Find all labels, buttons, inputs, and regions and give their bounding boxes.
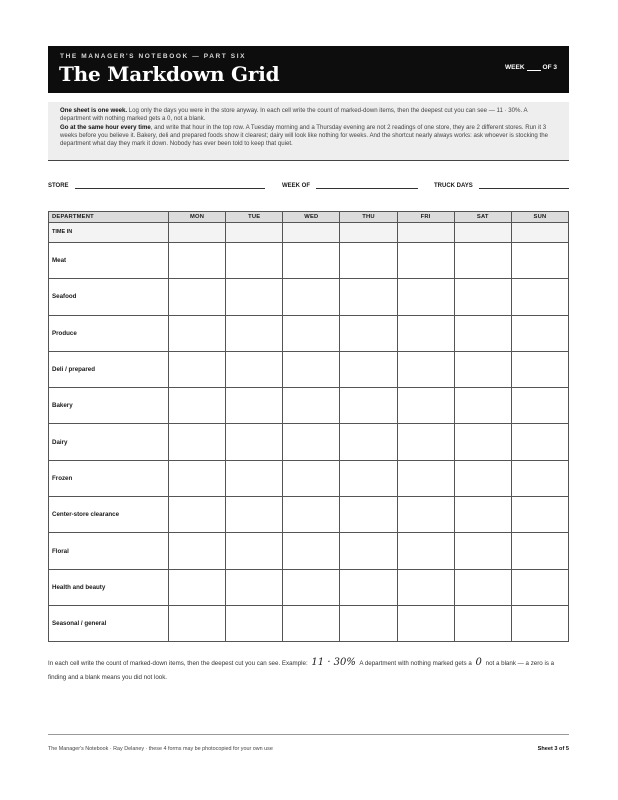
week-of-input-line[interactable] bbox=[316, 181, 418, 189]
entry-cell[interactable] bbox=[397, 460, 454, 496]
entry-cell[interactable] bbox=[454, 351, 511, 387]
example-note bbox=[48, 656, 569, 685]
entry-cell[interactable] bbox=[283, 279, 340, 315]
footer-credit: The Manager's Notebook · Ray Delaney · these 4 forms may be photocopied for your own use bbox=[48, 746, 273, 752]
entry-cell[interactable] bbox=[511, 497, 568, 533]
entry-cell[interactable] bbox=[454, 388, 511, 424]
entry-cell[interactable] bbox=[511, 424, 568, 460]
entry-cell[interactable] bbox=[226, 243, 283, 279]
store-input-line[interactable] bbox=[75, 181, 265, 189]
entry-cell[interactable] bbox=[397, 279, 454, 315]
entry-cell[interactable] bbox=[397, 388, 454, 424]
entry-cell[interactable] bbox=[511, 315, 568, 351]
entry-cell[interactable] bbox=[511, 388, 568, 424]
entry-cell[interactable] bbox=[226, 388, 283, 424]
entry-cell[interactable] bbox=[283, 351, 340, 387]
entry-cell[interactable] bbox=[283, 315, 340, 351]
department-label: Meat bbox=[49, 243, 169, 279]
entry-cell[interactable] bbox=[226, 460, 283, 496]
entry-cell[interactable] bbox=[340, 569, 397, 605]
note-text-1: In each cell write the count of marked-down items, then the deepest cut you can see. Example: bbox=[48, 660, 308, 667]
week-of-field bbox=[282, 181, 418, 189]
entry-cell[interactable] bbox=[397, 605, 454, 641]
truck-days-field bbox=[434, 181, 569, 189]
entry-cell[interactable] bbox=[226, 279, 283, 315]
week-counter bbox=[505, 64, 557, 71]
entry-cell[interactable] bbox=[226, 351, 283, 387]
department-row bbox=[49, 351, 569, 387]
department-label: Frozen bbox=[49, 460, 169, 496]
department-label: Deli / prepared bbox=[49, 351, 169, 387]
department-row bbox=[49, 388, 569, 424]
note-text-3: not a blank — a zero is a finding and a blank means you did not look. bbox=[48, 660, 555, 681]
entry-cell[interactable] bbox=[169, 351, 226, 387]
markdown-grid bbox=[48, 211, 569, 642]
time-in-cell[interactable] bbox=[454, 223, 511, 243]
day-header-wed: WED bbox=[283, 212, 340, 223]
entry-cell[interactable] bbox=[454, 424, 511, 460]
store-field bbox=[48, 181, 265, 189]
entry-cell[interactable] bbox=[511, 243, 568, 279]
week-label: WEEK bbox=[505, 64, 525, 71]
instructions-text-2: , and write that hour in the top row. A Tuesday morning and a Thursday evening are not 2 readings of one store, they are 2 different stores. Run it 3 weeks before you believe it. Bakery, deli and prepared foods show it clearest; dairy will look like nothing for weeks. And the shortcut nearly always works: ask whoever is stocking the department what day they mark it down. Nobody has ever been told to keep that quiet. bbox=[60, 124, 548, 148]
entry-cell[interactable] bbox=[454, 569, 511, 605]
truck-days-label: TRUCK DAYS bbox=[434, 183, 473, 189]
sheet-number: Sheet 3 of 5 bbox=[537, 746, 569, 752]
entry-cell[interactable] bbox=[226, 497, 283, 533]
entry-cell[interactable] bbox=[340, 460, 397, 496]
entry-cell[interactable] bbox=[340, 497, 397, 533]
entry-cell[interactable] bbox=[454, 460, 511, 496]
entry-cell[interactable] bbox=[397, 424, 454, 460]
department-row bbox=[49, 243, 569, 279]
entry-cell[interactable] bbox=[283, 605, 340, 641]
entry-cell[interactable] bbox=[226, 315, 283, 351]
department-row bbox=[49, 315, 569, 351]
department-row bbox=[49, 569, 569, 605]
entry-cell[interactable] bbox=[340, 424, 397, 460]
entry-cell[interactable] bbox=[454, 279, 511, 315]
footer-divider bbox=[48, 734, 569, 735]
truck-days-input-line[interactable] bbox=[479, 181, 569, 189]
entry-cell[interactable] bbox=[169, 569, 226, 605]
entry-cell[interactable] bbox=[340, 533, 397, 569]
entry-cell[interactable] bbox=[397, 351, 454, 387]
department-label: Seasonal / general bbox=[49, 605, 169, 641]
department-label: Dairy bbox=[49, 424, 169, 460]
department-row bbox=[49, 497, 569, 533]
entry-cell[interactable] bbox=[169, 279, 226, 315]
entry-cell[interactable] bbox=[283, 243, 340, 279]
entry-cell[interactable] bbox=[511, 351, 568, 387]
instructions-paragraph-2 bbox=[60, 124, 557, 148]
entry-cell[interactable] bbox=[511, 569, 568, 605]
time-in-cell[interactable] bbox=[511, 223, 568, 243]
entry-cell[interactable] bbox=[340, 279, 397, 315]
day-header-mon: MON bbox=[169, 212, 226, 223]
entry-cell[interactable] bbox=[454, 497, 511, 533]
entry-cell[interactable] bbox=[340, 388, 397, 424]
instructions-lead-1: One sheet is one week. bbox=[60, 107, 128, 114]
time-in-cell[interactable] bbox=[226, 223, 283, 243]
entry-cell[interactable] bbox=[340, 605, 397, 641]
department-label: Produce bbox=[49, 315, 169, 351]
department-row bbox=[49, 424, 569, 460]
time-in-cell[interactable] bbox=[169, 223, 226, 243]
time-in-row bbox=[49, 223, 569, 243]
entry-cell[interactable] bbox=[169, 533, 226, 569]
department-row bbox=[49, 533, 569, 569]
entry-cell[interactable] bbox=[511, 605, 568, 641]
week-of-total: OF 3 bbox=[542, 64, 557, 71]
department-row bbox=[49, 279, 569, 315]
instructions-paragraph-1 bbox=[60, 107, 557, 123]
entry-cell[interactable] bbox=[454, 243, 511, 279]
series-kicker: THE MANAGER'S NOTEBOOK — PART SIX bbox=[60, 53, 247, 60]
grid-header-row bbox=[49, 212, 569, 223]
department-label: Floral bbox=[49, 533, 169, 569]
department-column-header: DEPARTMENT bbox=[49, 212, 169, 223]
time-in-cell[interactable] bbox=[340, 223, 397, 243]
divider bbox=[48, 160, 569, 161]
entry-cell[interactable] bbox=[283, 460, 340, 496]
entry-cell[interactable] bbox=[226, 533, 283, 569]
entry-cell[interactable] bbox=[283, 424, 340, 460]
entry-cell[interactable] bbox=[511, 460, 568, 496]
page-header bbox=[48, 46, 569, 93]
entry-cell[interactable] bbox=[397, 497, 454, 533]
form-fields bbox=[48, 181, 569, 193]
entry-cell[interactable] bbox=[454, 533, 511, 569]
department-row bbox=[49, 460, 569, 496]
entry-cell[interactable] bbox=[511, 533, 568, 569]
entry-cell[interactable] bbox=[340, 351, 397, 387]
entry-cell[interactable] bbox=[340, 315, 397, 351]
entry-cell[interactable] bbox=[169, 497, 226, 533]
entry-cell[interactable] bbox=[169, 424, 226, 460]
entry-cell[interactable] bbox=[226, 569, 283, 605]
entry-cell[interactable] bbox=[511, 279, 568, 315]
entry-cell[interactable] bbox=[226, 605, 283, 641]
week-of-label: WEEK OF bbox=[282, 183, 310, 189]
instructions-text-1: Log only the days you were in the store anyway. In each cell write the count of marked-down items, then the deepest cut you can see — 11 · 30%. A department with nothing marked gets a 0, not a blank. bbox=[60, 107, 528, 123]
day-header-sat: SAT bbox=[454, 212, 511, 223]
time-in-label: TIME IN bbox=[49, 223, 169, 243]
entry-cell[interactable] bbox=[340, 243, 397, 279]
entry-cell[interactable] bbox=[397, 243, 454, 279]
entry-cell[interactable] bbox=[454, 605, 511, 641]
entry-cell[interactable] bbox=[169, 243, 226, 279]
instructions-box bbox=[48, 102, 569, 160]
note-text-2: A department with nothing marked gets a bbox=[359, 660, 472, 667]
entry-cell[interactable] bbox=[397, 533, 454, 569]
day-header-tue: TUE bbox=[226, 212, 283, 223]
entry-cell[interactable] bbox=[397, 315, 454, 351]
entry-cell[interactable] bbox=[169, 460, 226, 496]
entry-cell[interactable] bbox=[454, 315, 511, 351]
time-in-cell[interactable] bbox=[397, 223, 454, 243]
entry-cell[interactable] bbox=[283, 388, 340, 424]
entry-cell[interactable] bbox=[169, 315, 226, 351]
instructions-lead-2: Go at the same hour every time bbox=[60, 124, 151, 132]
entry-cell[interactable] bbox=[226, 424, 283, 460]
department-label: Seafood bbox=[49, 279, 169, 315]
week-number-blank[interactable] bbox=[527, 64, 541, 71]
department-row bbox=[49, 605, 569, 641]
entry-cell[interactable] bbox=[283, 497, 340, 533]
handwritten-zero: 0 bbox=[475, 657, 482, 668]
store-label: STORE bbox=[48, 183, 69, 189]
entry-cell[interactable] bbox=[397, 569, 454, 605]
time-in-cell[interactable] bbox=[283, 223, 340, 243]
entry-cell[interactable] bbox=[169, 388, 226, 424]
department-label: Center-store clearance bbox=[49, 497, 169, 533]
page-title: The Markdown Grid bbox=[59, 62, 280, 86]
entry-cell[interactable] bbox=[283, 533, 340, 569]
department-label: Health and beauty bbox=[49, 569, 169, 605]
department-label: Bakery bbox=[49, 388, 169, 424]
day-header-thu: THU bbox=[340, 212, 397, 223]
handwritten-example: 11 · 30% bbox=[311, 657, 356, 668]
entry-cell[interactable] bbox=[283, 569, 340, 605]
day-header-fri: FRI bbox=[397, 212, 454, 223]
day-header-sun: SUN bbox=[511, 212, 568, 223]
entry-cell[interactable] bbox=[169, 605, 226, 641]
